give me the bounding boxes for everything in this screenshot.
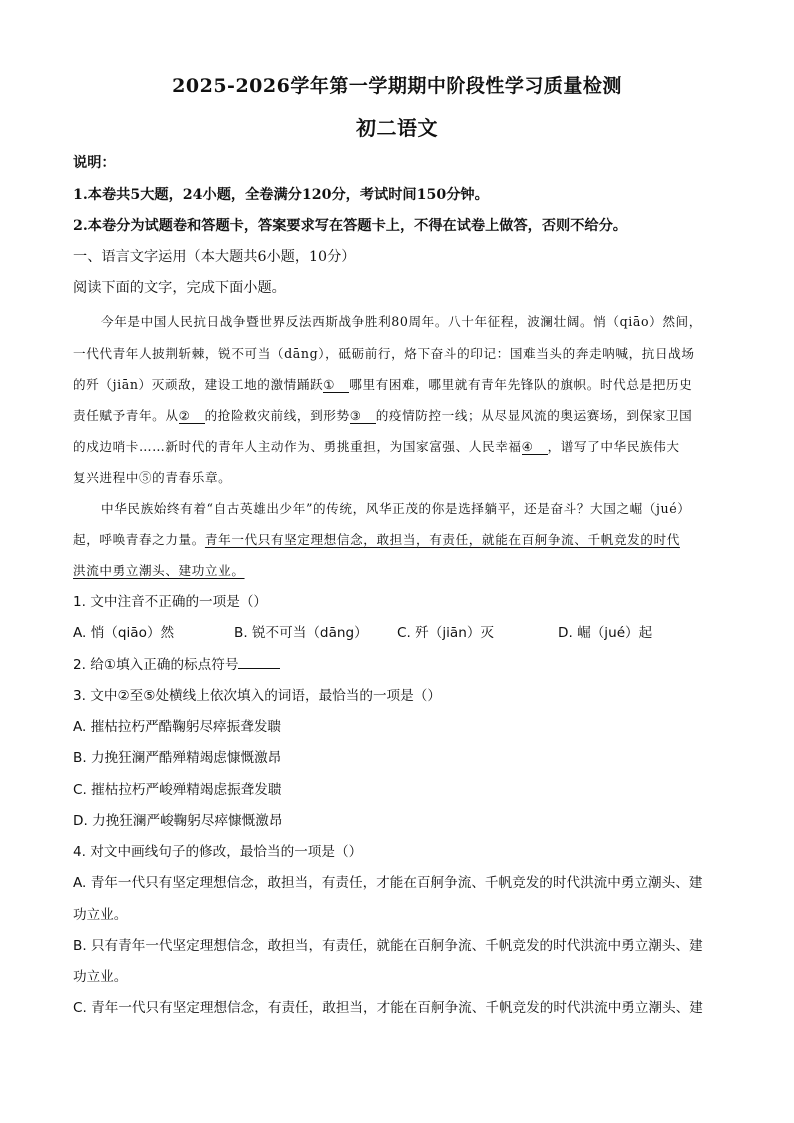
passage-line: [73, 467, 733, 486]
blank-5-number: ⑤: [138, 470, 153, 485]
question-1-option-a: A. 悄（qiāo）然: [73, 625, 175, 641]
question-3-option-b: B. 力挽狂澜严酷殚精竭虑慷慨激昂: [73, 750, 282, 766]
passage-line: [73, 436, 733, 455]
question-2-text: 2. 给①填入正确的标点符号: [73, 657, 239, 673]
exam-subject: 初二语文: [356, 116, 438, 140]
passage-line: [73, 560, 733, 579]
passage-text: 的疫情防控一线；从尽显风流的奥运赛场，到保家卫国: [375, 408, 693, 423]
underlined-sentence: 青年一代只有坚定理想信念，敢担当，有责任，就能在百舸争流、千帆竞发的时代: [204, 532, 680, 547]
question-4-option-a: A. 青年一代只有坚定理想信念，敢担当，有责任，才能在百舸争流、千帆竞发的时代洪流中勇立潮头、建: [73, 875, 703, 891]
blank-2-number: ②: [178, 408, 191, 423]
question-2: [73, 653, 733, 673]
passage-text: 的歼（jiān）灭顽敌，建设工地的激情踊跃: [73, 377, 324, 392]
section-1-heading: 一、语言文字运用（本大题共6小题，10分）: [73, 249, 356, 265]
question-4-option-c: C. 青年一代只有坚定理想信念，有责任，敢担当，才能在百舸争流、千帆竞发的时代洪流中勇立潮头、建: [73, 1000, 703, 1016]
section-1-intro: 阅读下面的文字，完成下面小题。: [73, 280, 286, 296]
blank-3: [350, 408, 376, 424]
passage-text: ，谱写了中华民族伟大: [547, 439, 680, 454]
blank-3-number: ③: [349, 408, 362, 423]
exam-title: 2025-2026学年第一学期期中阶段性学习质量检测: [172, 75, 622, 97]
question-4: 4. 对文中画线句子的修改，最恰当的一项是（）: [73, 844, 363, 860]
passage-line: [73, 374, 733, 393]
passage-line: 今年是中国人民抗日战争暨世界反法西斯战争胜利80周年。八十年征程，波澜壮阔。悄（qiāo）然间，: [101, 314, 702, 329]
instruction-item-2: 2.本卷分为试题卷和答题卡，答案要求写在答题卡上，不得在试卷上做答，否则不给分。: [73, 218, 627, 234]
passage-line: 中华民族始终有着“自古英雄出少年”的传统，风华正茂的你是选择躺平，还是奋斗？大国之崛（jué）: [101, 501, 691, 516]
question-3-option-d: D. 力挽狂澜严峻鞠躬尽瘁慷慨激昂: [73, 813, 283, 829]
answer-blank: [238, 653, 280, 669]
question-4-option-b-cont: 功立业。: [73, 969, 128, 985]
blank-1-number: ①: [323, 377, 336, 392]
instruction-item-1: 1.本卷共5大题，24小题，全卷满分120分，考试时间150分钟。: [73, 187, 489, 203]
question-1: 1. 文中注音不正确的一项是（）: [73, 594, 268, 610]
passage-line: [73, 529, 733, 548]
question-3-option-c: C. 摧枯拉朽严峻殚精竭虑振聋发聩: [73, 782, 282, 798]
underlined-sentence: 洪流中勇立潮头、建功立业。: [73, 563, 245, 578]
question-4-option-b: B. 只有青年一代坚定理想信念，敢担当，有责任，就能在百舸争流、千帆竞发的时代洪流中勇立潮头、建: [73, 938, 703, 954]
blank-2: [179, 408, 205, 424]
question-1-option-c: C. 歼（jiān）灭: [397, 625, 495, 641]
question-1-option-b: B. 锐不可当（dāng）: [234, 625, 368, 641]
passage-text: 复兴进程中: [73, 470, 139, 485]
question-3-option-a: A. 摧枯拉朽严酷鞠躬尽瘁振聋发聩: [73, 719, 282, 735]
passage-text: 的抢险救灾前线，到形势: [204, 408, 350, 423]
blank-4-number: ④: [521, 439, 534, 454]
passage-text: 的青春乐章。: [152, 470, 232, 485]
passage-line: [73, 405, 733, 424]
question-1-option-d: D. 崛（jué）起: [558, 625, 653, 641]
passage-text: 责任赋予青年。从: [73, 408, 179, 423]
blank-4: [522, 439, 548, 455]
instructions-label: 说明：: [73, 155, 116, 171]
question-3: 3. 文中②至⑤处横线上依次填入的词语，最恰当的一项是（）: [73, 688, 441, 704]
passage-text: 起，呼唤青春之力量。: [73, 532, 205, 547]
passage-text: 的戍边哨卡……新时代的青年人主动作为、勇挑重担，为国家富强、人民幸福: [73, 439, 522, 454]
passage-text: 哪里有困难，哪里就有青年先锋队的旗帜。时代总是把历史: [349, 377, 693, 392]
passage-line: 一代代青年人披荆斩棘，锐不可当（dāng），砥砺前行，烙下奋斗的印记：国难当头的奔走呐喊，抗日战场: [73, 346, 695, 361]
blank-1: [323, 377, 349, 393]
question-4-option-a-cont: 功立业。: [73, 907, 128, 923]
